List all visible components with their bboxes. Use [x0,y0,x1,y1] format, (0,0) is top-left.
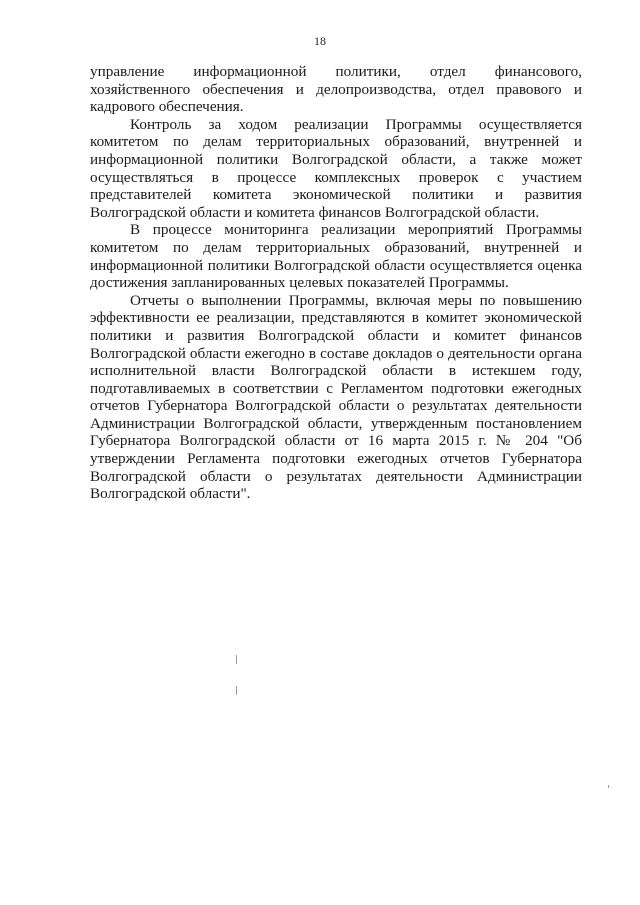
scan-speck [236,655,237,664]
paragraph-control: Контроль за ходом реализации Программы осуществляется комитетом по делам территориальных образований, внутренней и информационной политики Волгоградской области, а также может осуществляться в процессе комплексных проверок с участием представителей комитета экономической политики и развития Волгоградской области и комитета финансов Волгоградской области. [90,115,582,221]
document-body [90,63,582,503]
paragraph-continuation: управление информационной политики, отдел финансового, хозяйственного обеспечения и делопроизводства, отдел правового и кадрового обеспечения. [90,63,582,116]
paragraph-monitoring: В процессе мониторинга реализации мероприятий Программы комитетом по делам территориальных образований, внутренней и информационной политики Волгоградской области осуществляется оценка достижения запланированных целевых показателей Программы. [90,221,582,292]
page-number: 18 [314,34,326,48]
scan-speck [608,785,609,788]
scan-speck [236,686,237,695]
paragraph-reports: Отчеты о выполнении Программы, включая меры по повышению эффективности ее реализации, представляются в комитет экономической политики и развития Волгоградской области и комитет финансов Волгоградской области ежегодно в составе докладов о деятельности органа исполнительной власти Волгоградской области в истекшем году, подготавливаемых в соответствии с Регламентом подготовки ежегодных отчетов Губернатора Волгоградской области о результатах деятельности Администрации Волгоградской области, утвержденным постановлением Губернатора Волгоградской области от 16 марта 2015 г. № 204 "Об утверждении Регламента подготовки ежегодных отчетов Губернатора Волгоградской области о результатах деятельности Администрации Волгоградской области". [90,291,582,503]
